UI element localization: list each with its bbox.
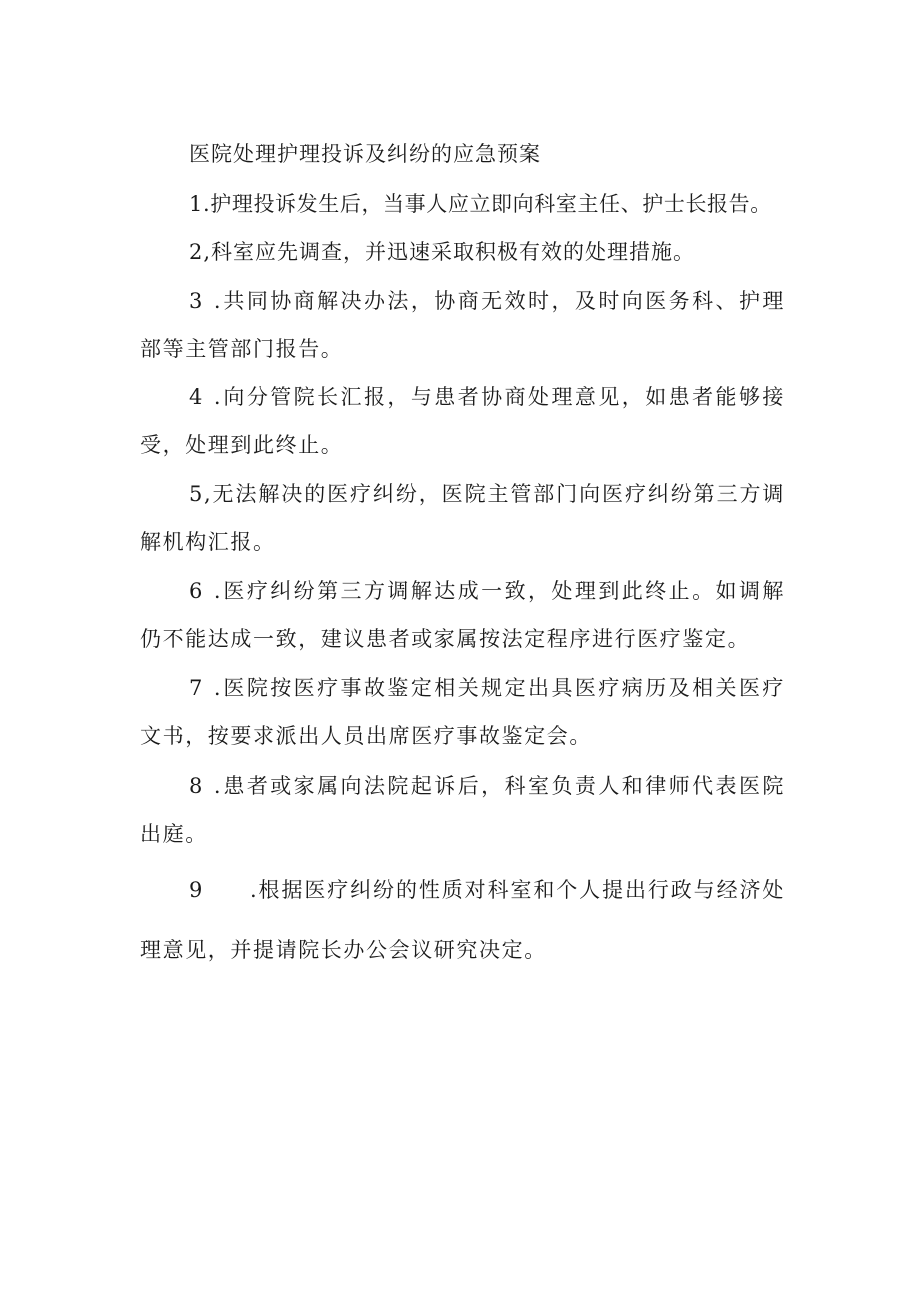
item-8-number: 8 . xyxy=(189,774,223,798)
item-3-number: 3 . xyxy=(189,289,223,313)
item-5 xyxy=(140,470,785,566)
item-9-number-suffix: . xyxy=(249,878,259,902)
item-8 xyxy=(140,762,785,858)
item-1-text: 护理投诉发生后，当事人应立即向科室主任、护士长报告。 xyxy=(210,192,772,216)
item-1-number: 1. xyxy=(189,192,211,216)
item-1 xyxy=(140,180,785,228)
item-8-text: 患者或家属向法院起诉后，科室负责人和律师代表医院出庭。 xyxy=(140,774,785,846)
item-2-text: 科室应先调查，并迅速采取积极有效的处理措施。 xyxy=(211,240,696,264)
item-4-text: 向分管院长汇报，与患者协商处理意见，如患者能够接受，处理到此终止。 xyxy=(140,385,785,457)
item-9-number: 9 xyxy=(189,878,204,902)
item-5-text: 无法解决的医疗纠纷，医院主管部门向医疗纠纷第三方调解机构汇报。 xyxy=(140,482,785,554)
item-7-number: 7 . xyxy=(189,676,223,700)
item-6-number: 6 . xyxy=(189,579,223,603)
item-7 xyxy=(140,664,785,760)
item-2-number: 2, xyxy=(189,240,212,264)
item-9 xyxy=(140,860,785,980)
item-6 xyxy=(140,567,785,663)
item-4 xyxy=(140,373,785,469)
item-9-text: 根据医疗纠纷的性质对科室和个人提出行政与经济处理意见，并提请院长办公会议研究决定。 xyxy=(140,878,785,962)
item-4-number: 4 . xyxy=(189,385,223,409)
item-7-text: 医院按医疗事故鉴定相关规定出具医疗病历及相关医疗文书，按要求派出人员出席医疗事故鉴定会。 xyxy=(140,676,785,748)
item-2 xyxy=(140,228,785,276)
item-3 xyxy=(140,277,785,373)
item-5-number: 5, xyxy=(189,482,213,506)
document-title: 医院处理护理投诉及纠纷的应急预案 xyxy=(189,142,541,166)
item-3-text: 共同协商解决办法，协商无效时，及时向医务科、护理部等主管部门报告。 xyxy=(140,289,785,361)
item-6-text: 医疗纠纷第三方调解达成一致，处理到此终止。如调解仍不能达成一致，建议患者或家属按法定程序进行医疗鉴定。 xyxy=(140,579,785,651)
